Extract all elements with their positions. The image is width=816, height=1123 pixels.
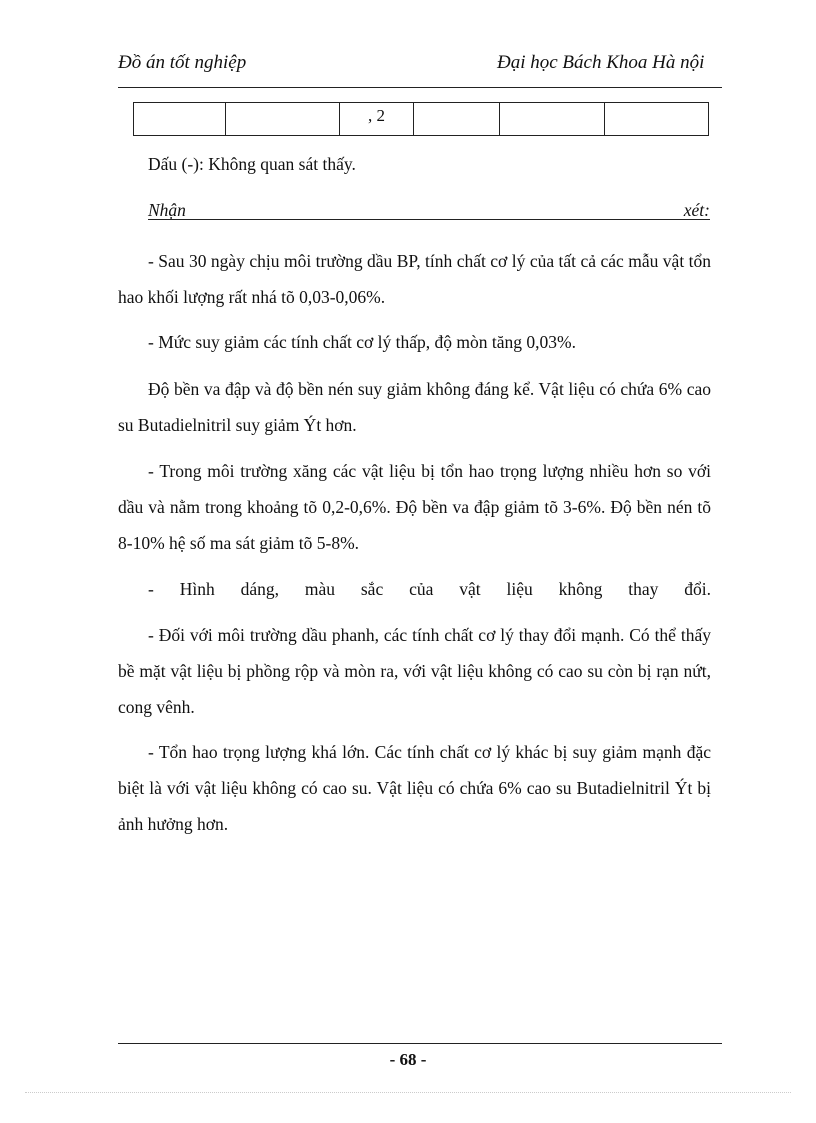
table-cell	[500, 103, 605, 136]
table-cell	[226, 103, 340, 136]
remark-heading-right: xét:	[683, 200, 710, 220]
table-cell	[134, 103, 226, 136]
header-title-right: Đại học Bách Khoa Hà nội	[497, 52, 705, 73]
paragraph-bp-oil: - Sau 30 ngày chịu môi trường dầu BP, tính chất cơ lý của tất cả các mẫu vật tổn hao khối lượng rất nhá tõ 0,03-0,06%.	[118, 251, 711, 307]
paragraph-gasoline: - Trong môi trường xăng các vật liệu bị tổn hao trọng lượng nhiều hơn so với dầu và nằm trong khoảng tõ 0,2-0,6%. Độ bền va đập giảm tõ 3-6%. Độ bền nén tõ 8-10% hệ số ma sát giảm tõ 5-8%.	[118, 461, 711, 553]
remark-underline	[148, 219, 710, 220]
paragraph-shape: - Hình dáng, màu sắc của vật liệu không thay đổi.	[148, 579, 711, 599]
page-number: - 68 -	[389, 1050, 427, 1069]
table-row	[134, 103, 709, 136]
table-cell: , 2	[340, 103, 414, 136]
paragraph-wear: - Mức suy giảm các tính chất cơ lý thấp, độ mòn tăng 0,03%.	[148, 332, 576, 352]
data-table-fragment	[133, 102, 709, 136]
paragraph-brake-fluid: - Đối với môi trường dầu phanh, các tính chất cơ lý thay đổi mạnh. Có thể thấy bề mặt vật liệu bị phồng rộp và mòn ra, với vật liệu không có cao su còn bị rạn nứt, cong vênh.	[118, 625, 711, 717]
paragraph-impact: Độ bền va đập và độ bền nén suy giảm không đáng kể. Vật liệu có chứa 6% cao su Butadielnitril suy giảm Ýt hơn.	[118, 379, 711, 435]
note-text: Dấu (-): Không quan sát thấy.	[148, 154, 356, 174]
paragraph-weight-loss: - Tổn hao trọng lượng khá lớn. Các tính chất cơ lý khác bị suy giảm mạnh đặc biệt là với vật liệu không có cao su. Vật liệu có chứa 6% cao su Butadielnitril Ýt bị ảnh hưởng hơn.	[118, 742, 711, 834]
remark-heading-left: Nhận	[148, 200, 186, 220]
page-edge-dotted-line	[25, 1092, 791, 1093]
header-title-left: Đồ án tốt nghiệp	[118, 52, 247, 73]
footer-divider	[118, 1043, 722, 1044]
header-divider	[118, 87, 722, 88]
table-cell	[605, 103, 709, 136]
table-cell	[414, 103, 500, 136]
remark-heading	[148, 200, 710, 224]
